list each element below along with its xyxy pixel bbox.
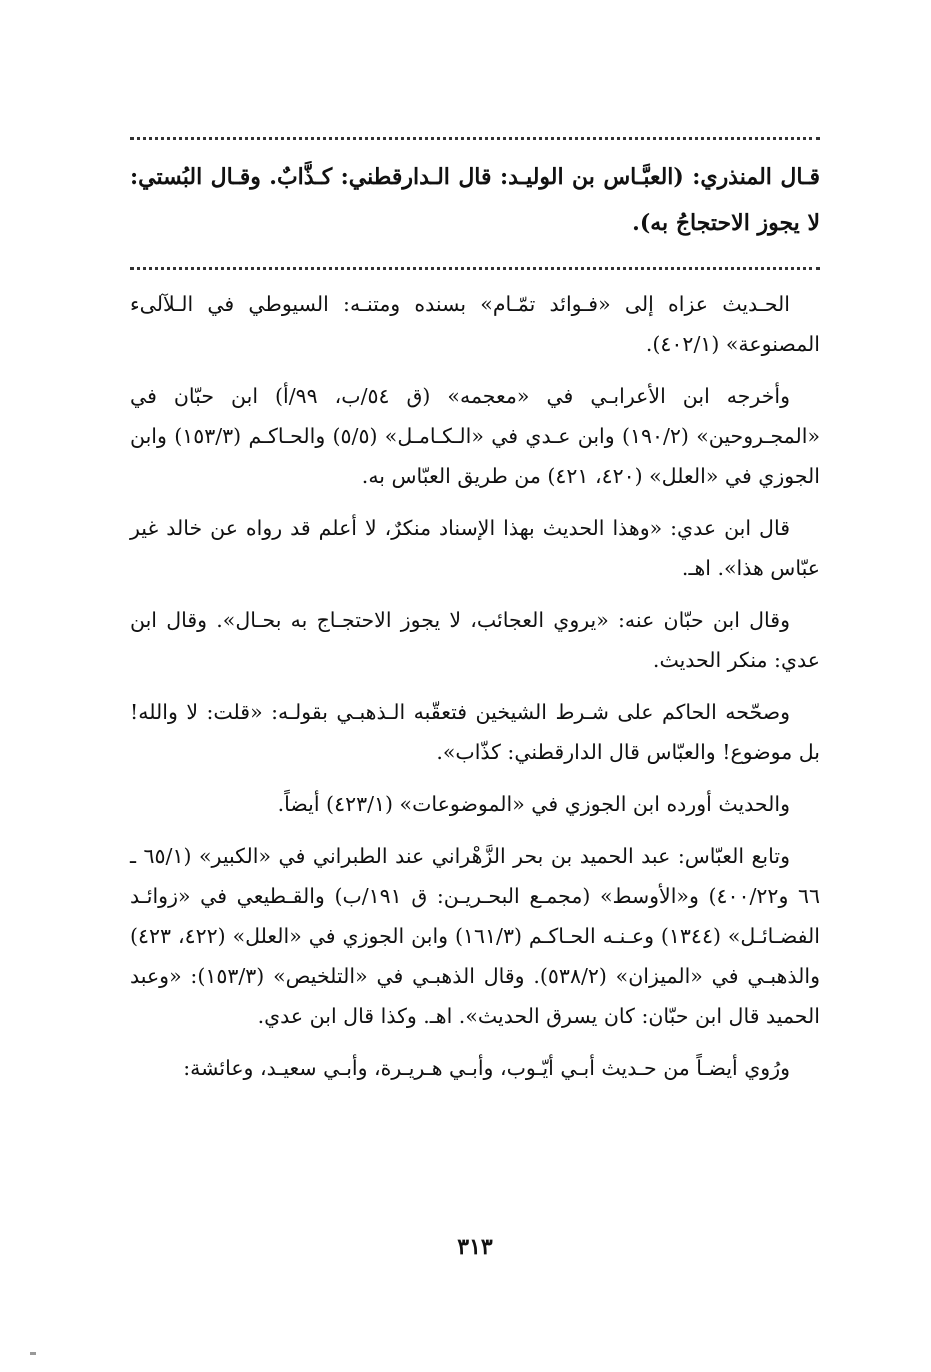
paragraph-1: الحـديث عزاه إلى «فـوائد تمّـام» بسنده ومتنـه: السيوطي في الـلآلىء المصنوعة» (٤٠٢/١). (130, 292, 820, 356)
page-number: ٣١٣ (457, 1234, 493, 1260)
paragraph-7: وتابع العبّاس: عبد الحميد بن بحر الزَّهْراني عند الطبراني في «الكبير» (٦٥/١ ـ ٦٦ و٤٠٠/٢٢) و«الأوسط» (مجمـع البحـريـن: ق ١٩١/ب) والقـطيعي في «زوائـد الفضـائـل» (١٣٤٤) وعـنـه الحـاكـم (١٦١/٣) وابن الجوزي في «العلل» (٤٢٢، ٤٢٣) والذهبـي في «الميزان» (٥٣٨/٢). وقال الذهبـي في «التلخيص» (١٥٣/٣): «وعبد الحميد قال ابن حبّان: كان يسرق الحديث». اهـ. وكذا قال ابن عدي. (130, 844, 821, 1028)
scan-mark (30, 1352, 36, 1355)
paragraph-3: قال ابن عدي: «وهذا الحديث بهذا الإسناد منكرٌ، لا أعلم قد رواه عن خالد غير عبّاس هذا». اهـ. (130, 516, 820, 580)
quoted-excerpt: قـال المنذري: (العبَّـاس بن الوليـد: قال الـدارقطني: كـذَّابٌ. وقـال البُستي: لا يجوز الاحتجاجُ به). (130, 164, 820, 236)
book-page (130, 0, 820, 1372)
paragraph-4: وقال ابن حبّان عنه: «يروي العجائب، لا يجوز الاحتجـاج به بحـال». وقال ابن عدي: منكر الحديث. (130, 608, 820, 672)
commentary-body (130, 284, 820, 1088)
paragraph-8: ورُوي أيضـاً من حـديث أبـي أيّـوب، وأبـي هـريـرة، وأبـي سعيـد، وعائشة: (183, 1056, 790, 1080)
dotted-separator-bottom (130, 267, 820, 270)
paragraph-2: وأخرجه ابن الأعرابـي في «معجمه» (ق ٥٤/ب، ٩٩/أ) ابن حبّان في «المجـروحين» (١٩٠/٢) وابن عـدي في «الـكـامـل» (٥/٥) والحـاكـم (١٥٣/٣) وابن الجوزي في «العلل» (٤٢٠، ٤٢١) من طريق العبّاس به. (130, 384, 821, 488)
paragraph-5: وصحّحه الحاكم على شـرط الشيخين فتعقّبه الـذهبـي بقولـه: «قلت: لا والله! بل موضوع! والعبّاس قال الدارقطني: كذّاب». (130, 700, 820, 764)
paragraph-6: والحديث أورده ابن الجوزي في «الموضوعات» (٤٢٣/١) أيضاً. (277, 792, 790, 816)
dotted-separator-top (130, 137, 820, 140)
